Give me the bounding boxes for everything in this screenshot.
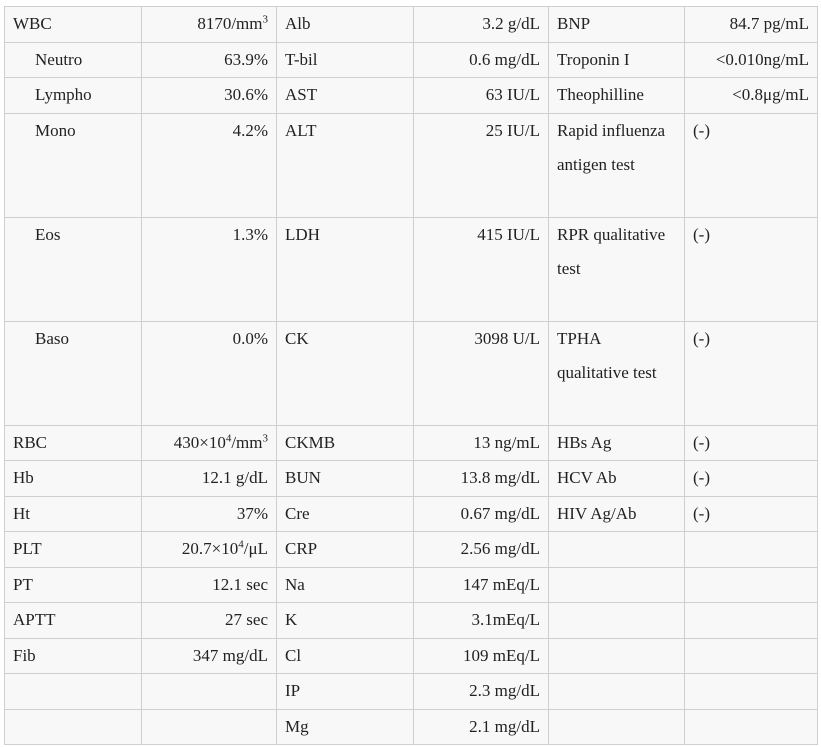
value-hb bbox=[142, 461, 277, 497]
label-cl bbox=[277, 638, 414, 674]
label-ip bbox=[277, 674, 414, 710]
label-plt bbox=[5, 532, 142, 568]
label-crp bbox=[277, 532, 414, 568]
value-rbc bbox=[142, 425, 277, 461]
value-tpha-text: (-) bbox=[693, 328, 710, 348]
table-row bbox=[5, 217, 818, 321]
value-fib bbox=[142, 638, 277, 674]
label-ip-text: IP bbox=[285, 681, 301, 700]
value-fib-text: 347 mg/dL bbox=[192, 645, 268, 665]
value-alt-text: 25 IU/L bbox=[485, 120, 540, 140]
label-rapid-influenza bbox=[549, 113, 685, 217]
value-aptt bbox=[142, 603, 277, 639]
value-neutro-text: 63.9% bbox=[224, 49, 268, 69]
label-na bbox=[277, 567, 414, 603]
table-row bbox=[5, 321, 818, 425]
value-cre bbox=[414, 496, 549, 532]
value-hbs-ag bbox=[685, 425, 818, 461]
value-eos bbox=[142, 217, 277, 321]
label-rbc-text: RBC bbox=[13, 432, 48, 452]
label-ht bbox=[5, 496, 142, 532]
value-ldh bbox=[414, 217, 549, 321]
value-ast bbox=[414, 78, 549, 114]
value-tbil bbox=[414, 42, 549, 78]
value-rapid-influenza bbox=[685, 113, 818, 217]
value-troponin-i bbox=[685, 42, 818, 78]
value-mg bbox=[414, 709, 549, 745]
empty-cell bbox=[685, 674, 818, 710]
value-theophilline bbox=[685, 78, 818, 114]
empty-cell bbox=[5, 709, 142, 745]
table-row bbox=[5, 567, 818, 603]
label-lympho-text: Lympho bbox=[35, 85, 92, 104]
label-lympho bbox=[5, 78, 142, 114]
value-hcv-ab bbox=[685, 461, 818, 497]
label-cl-text: Cl bbox=[285, 645, 302, 665]
label-alt bbox=[277, 113, 414, 217]
empty-cell bbox=[549, 603, 685, 639]
label-rpr bbox=[549, 217, 685, 321]
value-plt-text: $20.7\times 10^4/\mu L$ bbox=[181, 538, 268, 558]
empty-cell bbox=[685, 709, 818, 745]
label-tpha-text: TPHA qualitative test bbox=[557, 328, 657, 382]
label-baso-text: Baso bbox=[35, 328, 69, 348]
label-pt-text: PT bbox=[13, 574, 33, 594]
empty-cell bbox=[549, 567, 685, 603]
value-ht-text: 37% bbox=[236, 503, 268, 523]
value-ast-text: 63 IU/L bbox=[485, 85, 540, 104]
value-bnp-text: 84.7 pg/mL bbox=[729, 14, 809, 33]
label-eos-text: Eos bbox=[35, 224, 61, 244]
label-ldh bbox=[277, 217, 414, 321]
value-troponin-i-text: <0.010ng/mL bbox=[715, 49, 809, 69]
label-hcv-ab bbox=[549, 461, 685, 497]
label-theophilline bbox=[549, 78, 685, 114]
label-crp-text: CRP bbox=[285, 539, 318, 558]
table-row bbox=[5, 638, 818, 674]
value-alt bbox=[414, 113, 549, 217]
value-hiv-ag-ab bbox=[685, 496, 818, 532]
label-mono-text: Mono bbox=[35, 120, 76, 140]
label-alb bbox=[277, 7, 414, 43]
value-rapid-influenza-text: (-) bbox=[693, 120, 710, 140]
label-alb-text: Alb bbox=[285, 14, 311, 33]
value-mg-text: 2.1 mg/dL bbox=[469, 716, 540, 736]
label-hcv-ab-text: HCV Ab bbox=[557, 468, 617, 487]
label-k bbox=[277, 603, 414, 639]
value-theophilline-text: <0.8μg/mL bbox=[732, 85, 809, 104]
value-hcv-ab-text: (-) bbox=[693, 468, 710, 487]
label-theophilline-text: Theophilline bbox=[557, 85, 644, 104]
label-eos bbox=[5, 217, 142, 321]
value-crp bbox=[414, 532, 549, 568]
label-baso bbox=[5, 321, 142, 425]
table-row bbox=[5, 7, 818, 43]
label-wbc-text: WBC bbox=[13, 14, 52, 33]
value-hiv-ag-ab-text: (-) bbox=[693, 503, 710, 523]
value-bun-text: 13.8 mg/dL bbox=[460, 468, 540, 487]
value-hbs-ag-text: (-) bbox=[693, 432, 710, 452]
value-na bbox=[414, 567, 549, 603]
empty-cell bbox=[549, 709, 685, 745]
label-tbil-text: T-bil bbox=[285, 49, 318, 69]
label-bnp bbox=[549, 7, 685, 43]
label-troponin-i-text: Troponin I bbox=[557, 49, 630, 69]
value-pt bbox=[142, 567, 277, 603]
value-cl bbox=[414, 638, 549, 674]
table-row bbox=[5, 532, 818, 568]
value-aptt-text: 27 sec bbox=[225, 610, 268, 629]
empty-cell bbox=[685, 638, 818, 674]
value-neutro bbox=[142, 42, 277, 78]
label-hbs-ag-text: HBs Ag bbox=[557, 432, 612, 452]
value-rbc-text: $430\times 10^4/mm^3$ bbox=[173, 431, 268, 452]
empty-cell bbox=[549, 674, 685, 710]
label-neutro-text: Neutro bbox=[35, 49, 83, 69]
table-row bbox=[5, 425, 818, 461]
value-tbil-text: 0.6 mg/dL bbox=[469, 49, 540, 69]
label-tbil bbox=[277, 42, 414, 78]
label-ckmb-text: CKMB bbox=[285, 432, 336, 452]
label-bun bbox=[277, 461, 414, 497]
label-na-text: Na bbox=[285, 574, 305, 594]
value-ckmb bbox=[414, 425, 549, 461]
label-aptt bbox=[5, 603, 142, 639]
label-cre-text: Cre bbox=[285, 503, 310, 523]
value-tpha bbox=[685, 321, 818, 425]
empty-cell bbox=[142, 709, 277, 745]
label-mono bbox=[5, 113, 142, 217]
label-rbc bbox=[5, 425, 142, 461]
table-row bbox=[5, 603, 818, 639]
empty-cell bbox=[685, 567, 818, 603]
value-rpr bbox=[685, 217, 818, 321]
label-bnp-text: BNP bbox=[557, 14, 591, 33]
label-alt-text: ALT bbox=[285, 120, 317, 140]
empty-cell bbox=[549, 532, 685, 568]
table-row bbox=[5, 78, 818, 114]
value-ht bbox=[142, 496, 277, 532]
value-rpr-text: (-) bbox=[693, 224, 710, 244]
value-na-text: 147 mEq/L bbox=[463, 574, 540, 594]
label-fib bbox=[5, 638, 142, 674]
label-ht-text: Ht bbox=[13, 503, 30, 523]
value-k bbox=[414, 603, 549, 639]
label-ast-text: AST bbox=[285, 85, 318, 104]
label-hb-text: Hb bbox=[13, 468, 34, 487]
label-rpr-text: RPR qualitative test bbox=[557, 224, 666, 278]
table-row bbox=[5, 42, 818, 78]
value-bun bbox=[414, 461, 549, 497]
label-neutro bbox=[5, 42, 142, 78]
value-ldh-text: 415 IU/L bbox=[477, 224, 540, 244]
value-ck bbox=[414, 321, 549, 425]
lab-results-table bbox=[4, 6, 818, 745]
value-ck-text: 3098 U/L bbox=[474, 328, 540, 348]
value-alb-text: 3.2 g/dL bbox=[482, 14, 540, 33]
value-bnp bbox=[685, 7, 818, 43]
label-aptt-text: APTT bbox=[13, 610, 56, 629]
value-ckmb-text: 13 ng/mL bbox=[473, 432, 540, 452]
value-ip-text: 2.3 mg/dL bbox=[469, 681, 540, 700]
label-tpha bbox=[549, 321, 685, 425]
label-cre bbox=[277, 496, 414, 532]
value-cre-text: 0.67 mg/dL bbox=[460, 503, 540, 523]
label-mg-text: Mg bbox=[285, 716, 309, 736]
table-row bbox=[5, 674, 818, 710]
value-baso bbox=[142, 321, 277, 425]
label-hbs-ag bbox=[549, 425, 685, 461]
value-plt bbox=[142, 532, 277, 568]
label-mg bbox=[277, 709, 414, 745]
value-lympho bbox=[142, 78, 277, 114]
value-eos-text: 1.3% bbox=[232, 224, 268, 244]
empty-cell bbox=[685, 603, 818, 639]
value-wbc bbox=[142, 7, 277, 43]
value-ip bbox=[414, 674, 549, 710]
value-hb-text: 12.1 g/dL bbox=[201, 468, 268, 487]
label-hb bbox=[5, 461, 142, 497]
value-mono-text: 4.2% bbox=[232, 120, 268, 140]
label-ldh-text: LDH bbox=[285, 224, 320, 244]
empty-cell bbox=[142, 674, 277, 710]
table-row bbox=[5, 709, 818, 745]
label-rapid-influenza-text: Rapid influenza antigen test bbox=[557, 120, 666, 174]
value-cl-text: 109 mEq/L bbox=[463, 645, 540, 665]
label-ast bbox=[277, 78, 414, 114]
lab-results-body bbox=[5, 7, 818, 745]
table-row bbox=[5, 496, 818, 532]
label-wbc bbox=[5, 7, 142, 43]
value-wbc-text: $8170/mm^3$ bbox=[197, 13, 268, 33]
label-fib-text: Fib bbox=[13, 645, 36, 665]
value-crp-text: 2.56 mg/dL bbox=[460, 539, 540, 558]
label-plt-text: PLT bbox=[13, 539, 42, 558]
value-alb bbox=[414, 7, 549, 43]
empty-cell bbox=[5, 674, 142, 710]
label-bun-text: BUN bbox=[285, 468, 321, 487]
label-pt bbox=[5, 567, 142, 603]
label-hiv-ag-ab bbox=[549, 496, 685, 532]
label-ckmb bbox=[277, 425, 414, 461]
label-troponin-i bbox=[549, 42, 685, 78]
table-row bbox=[5, 113, 818, 217]
value-baso-text: 0.0% bbox=[232, 328, 268, 348]
label-ck bbox=[277, 321, 414, 425]
label-k-text: K bbox=[285, 610, 298, 629]
table-row bbox=[5, 461, 818, 497]
value-lympho-text: 30.6% bbox=[224, 85, 268, 104]
label-ck-text: CK bbox=[285, 328, 309, 348]
empty-cell bbox=[549, 638, 685, 674]
label-hiv-ag-ab-text: HIV Ag/Ab bbox=[557, 503, 637, 523]
value-k-text: 3.1mEq/L bbox=[471, 610, 540, 629]
value-mono bbox=[142, 113, 277, 217]
empty-cell bbox=[685, 532, 818, 568]
value-pt-text: 12.1 sec bbox=[212, 574, 268, 594]
